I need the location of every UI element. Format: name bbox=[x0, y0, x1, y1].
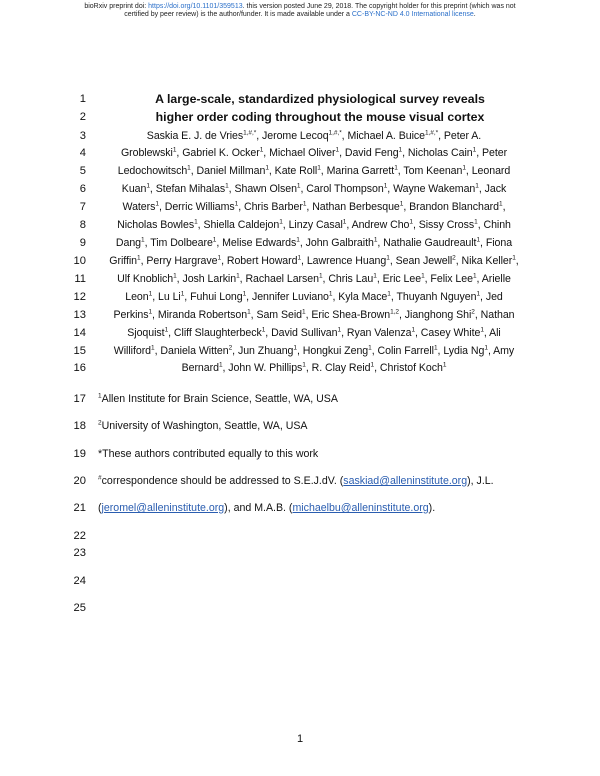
email-link[interactable]: jeromel@alleninstitute.org bbox=[101, 502, 225, 514]
author-name: , Hongkui Zeng bbox=[296, 345, 369, 357]
author-name: , Daniela Witten bbox=[154, 345, 229, 357]
author-name: , Nika Keller bbox=[455, 255, 513, 267]
author-affiliation-marker: 1 bbox=[472, 272, 477, 280]
author-affiliation-marker: 1 bbox=[474, 218, 478, 226]
author-affiliation-marker: 1 bbox=[398, 146, 403, 154]
header-line-2 bbox=[0, 11, 600, 19]
author-line bbox=[98, 361, 530, 375]
line-number: 19 bbox=[73, 448, 86, 460]
author-name: , Sean Jewell bbox=[389, 255, 453, 267]
line-number: 24 bbox=[73, 575, 86, 587]
title-line-1: A large-scale, standardized physiological survey reveals bbox=[155, 92, 485, 106]
author-line bbox=[98, 290, 530, 304]
author-affiliation-marker: 1 bbox=[373, 236, 378, 244]
author-name: , Felix Lee bbox=[424, 273, 473, 285]
author-name: Groblewski bbox=[120, 147, 173, 159]
author-line bbox=[98, 308, 530, 322]
author-line bbox=[98, 146, 530, 160]
line-number: 21 bbox=[73, 502, 86, 514]
author-name: , Linzy Casal bbox=[282, 219, 343, 231]
author-name: , Leonard bbox=[465, 165, 511, 177]
line-number: 25 bbox=[73, 602, 86, 614]
author-name: , Jun Zhuang bbox=[232, 345, 294, 357]
author-affiliation-marker: 1 bbox=[512, 254, 516, 262]
author-name: , Ali bbox=[483, 327, 501, 339]
author-affiliation-marker: 1 bbox=[297, 254, 302, 262]
author-affiliation-marker: 1 bbox=[151, 344, 155, 352]
line-number: 18 bbox=[73, 420, 86, 432]
author-name: , Sissy Cross bbox=[412, 219, 475, 231]
author-affiliation-marker: 1 bbox=[433, 344, 438, 352]
author-affiliation-marker: 1 bbox=[421, 272, 425, 280]
author-line bbox=[98, 200, 530, 214]
author-affiliation-marker: 1 bbox=[498, 200, 503, 208]
author-affiliation-marker: 1 bbox=[480, 326, 484, 334]
header-line2-suffix: . bbox=[473, 11, 476, 19]
author-name: , Amy bbox=[487, 345, 515, 357]
author-name: Nicholas Bowles bbox=[117, 219, 195, 231]
author-name: Waters bbox=[122, 201, 156, 213]
author-line bbox=[98, 272, 530, 286]
author-name: , Jerome Lecoq bbox=[256, 130, 329, 142]
author-name: , Rachael Larsen bbox=[239, 273, 319, 285]
line-number: 14 bbox=[73, 327, 86, 339]
author-line bbox=[98, 236, 530, 250]
author-name: , Nicholas Cain bbox=[402, 147, 473, 159]
author-affiliation-marker: 1 bbox=[236, 272, 240, 280]
author-name: , Christof Koch bbox=[374, 362, 443, 374]
author-affiliation-marker: 1 bbox=[164, 326, 169, 334]
author-affiliation-marker: 1 bbox=[476, 236, 481, 244]
author-name: , Nathan bbox=[474, 309, 515, 321]
author-name: , Cliff Slaughterbeck bbox=[168, 327, 262, 339]
author-line bbox=[98, 254, 530, 268]
header-line-1 bbox=[0, 3, 600, 11]
line-number: 11 bbox=[74, 273, 86, 285]
author-name: Griffin bbox=[109, 255, 137, 267]
author-affiliation-marker: 1 bbox=[146, 182, 150, 190]
author-name: , Nathalie Gaudreault bbox=[377, 237, 477, 249]
author-affiliation-marker: 1 bbox=[279, 218, 283, 226]
preprint-header bbox=[0, 3, 600, 19]
author-affiliation-marker: 1 bbox=[187, 164, 191, 172]
author-affiliation-marker: 1 bbox=[328, 290, 333, 298]
author-name: , Kyla Mace bbox=[332, 291, 388, 303]
author-affiliation-marker: 1 bbox=[225, 182, 229, 190]
line-number: 3 bbox=[79, 130, 86, 142]
author-affiliation-marker: 1 bbox=[194, 218, 198, 226]
correspondence-marker: # bbox=[98, 474, 102, 482]
author-name: , Kate Roll bbox=[268, 165, 318, 177]
author-name: Sjoquist bbox=[127, 327, 165, 339]
correspondence-line-2 bbox=[98, 501, 435, 515]
author-name: , Nathan Berbesque bbox=[306, 201, 400, 213]
author-name: , Shiella Caldejon bbox=[197, 219, 280, 231]
author-affiliation-marker: 1 bbox=[242, 290, 247, 298]
author-affiliation-marker: 1 bbox=[475, 182, 479, 190]
line-number: 16 bbox=[73, 362, 86, 374]
author-affiliation-marker: 1 bbox=[383, 182, 388, 190]
line-number: 23 bbox=[73, 547, 86, 559]
author-affiliation-marker: 1 bbox=[137, 254, 141, 262]
author-line bbox=[98, 129, 530, 143]
author-affiliation-marker: 1,#,* bbox=[243, 129, 257, 137]
author-name: , Shawn Olsen bbox=[228, 183, 297, 195]
author-name: , Melise Edwards bbox=[216, 237, 297, 249]
author-affiliation-marker: 1 bbox=[148, 308, 153, 316]
author-name: , Brandon Blanchard bbox=[403, 201, 499, 213]
author-name: , Jianghong Shi bbox=[398, 309, 472, 321]
author-line bbox=[98, 218, 530, 232]
affiliation-marker: 2 bbox=[98, 419, 102, 427]
affiliation-1 bbox=[98, 392, 338, 406]
author-name: , Andrew Cho bbox=[346, 219, 410, 231]
author-name: , Eric Shea-Brown bbox=[305, 309, 391, 321]
line-number: 9 bbox=[79, 237, 86, 249]
license-link[interactable]: CC-BY-NC-ND 4.0 International license bbox=[351, 11, 474, 19]
correspondence-line-1 bbox=[98, 474, 494, 488]
author-name: , John Galbraith bbox=[299, 237, 374, 249]
author-name: , Chris Lau bbox=[322, 273, 374, 285]
author-name: , R. Clay Reid bbox=[305, 362, 371, 374]
author-name: , Michael Oliver bbox=[263, 147, 336, 159]
author-name: , David Feng bbox=[339, 147, 399, 159]
title-line-2: higher order coding throughout the mouse visual cortex bbox=[155, 110, 485, 124]
author-name: , Jennifer Luviano bbox=[246, 291, 329, 303]
author-affiliation-marker: 1 bbox=[293, 344, 297, 352]
author-affiliation-marker: 1 bbox=[173, 272, 177, 280]
author-affiliation-marker: 1 bbox=[259, 146, 264, 154]
author-name: , Arielle bbox=[476, 273, 511, 285]
author-affiliation-marker: 1 bbox=[411, 326, 416, 334]
author-name: , Ryan Valenza bbox=[341, 327, 412, 339]
author-affiliation-marker: 1 bbox=[370, 361, 375, 369]
author-name: , Carol Thompson bbox=[300, 183, 384, 195]
line-number: 12 bbox=[73, 291, 86, 303]
author-affiliation-marker: 1 bbox=[247, 308, 251, 316]
author-affiliation-marker: 1 bbox=[472, 146, 477, 154]
line-number: 5 bbox=[79, 165, 86, 177]
author-name: , Tim Dolbeare bbox=[144, 237, 213, 249]
affiliation-marker: 1 bbox=[98, 392, 102, 400]
line-number: 22 bbox=[73, 530, 86, 542]
author-name: , Jack bbox=[478, 183, 507, 195]
author-name: , Marina Garrett bbox=[320, 165, 395, 177]
author-name: Kuan bbox=[121, 183, 147, 195]
author-line bbox=[98, 164, 530, 178]
line-number: 6 bbox=[79, 183, 86, 195]
author-name: , Thuyanh Nguyen bbox=[390, 291, 477, 303]
author-affiliation-marker: 1 bbox=[462, 164, 466, 172]
author-affiliation-marker: 2 bbox=[471, 308, 475, 316]
author-name: , Sam Seid bbox=[250, 309, 302, 321]
author-affiliation-marker: 1 bbox=[234, 200, 239, 208]
page-number: 1 bbox=[296, 733, 304, 745]
author-name: , Derric Williams bbox=[158, 201, 235, 213]
author-affiliation-marker: 1 bbox=[368, 344, 372, 352]
affiliation-text: University of Washington, Seattle, WA, USA bbox=[101, 420, 308, 432]
line-number: 20 bbox=[73, 475, 86, 487]
line-number: 1 bbox=[79, 93, 86, 105]
author-name: , Jed bbox=[480, 291, 503, 303]
author-name: , David Sullivan bbox=[265, 327, 338, 339]
author-name: , Fuhui Long bbox=[184, 291, 243, 303]
author-affiliation-marker: 1 bbox=[302, 361, 306, 369]
author-affiliation-marker: 1,#,* bbox=[424, 129, 439, 137]
author-affiliation-marker: 1 bbox=[265, 164, 269, 172]
author-name: , Josh Larkin bbox=[176, 273, 237, 285]
author-name: , Stefan Mihalas bbox=[149, 183, 226, 195]
author-line bbox=[98, 344, 530, 358]
author-name: , Chris Barber bbox=[238, 201, 303, 213]
author-affiliation-marker: 1,#,* bbox=[328, 129, 342, 137]
correspondence-text: ), J.L. bbox=[467, 475, 494, 487]
line-number: 7 bbox=[79, 201, 86, 213]
author-affiliation-marker: 1 bbox=[318, 272, 323, 280]
doi-link[interactable]: https://doi.org/10.1101/359513 bbox=[148, 3, 243, 10]
author-affiliation-marker: 1 bbox=[141, 236, 145, 244]
line-number: 2 bbox=[79, 111, 86, 123]
author-affiliation-marker: 1,2 bbox=[390, 308, 399, 316]
author-affiliation-marker: 1 bbox=[409, 218, 413, 226]
author-name: Leon bbox=[125, 291, 149, 303]
line-number: 13 bbox=[73, 309, 86, 321]
author-name: Ledochowitsch bbox=[117, 165, 188, 177]
equal-contribution-note: *These authors contributed equally to this work bbox=[98, 448, 319, 460]
author-name: , bbox=[502, 201, 506, 213]
author-name: , Miranda Robertson bbox=[152, 309, 248, 321]
header-suffix: . this version posted June 29, 2018. The copyright holder for this preprint (which was not bbox=[242, 3, 516, 10]
author-name: , Colin Farrell bbox=[371, 345, 434, 357]
author-name: , Casey White bbox=[415, 327, 481, 339]
line-number: 4 bbox=[79, 147, 86, 159]
line-number: 17 bbox=[73, 393, 86, 405]
author-affiliation-marker: 1 bbox=[217, 254, 222, 262]
author-name: , Michael A. Buice bbox=[341, 130, 425, 142]
correspondence-text: ). bbox=[428, 502, 436, 514]
author-affiliation-marker: 2 bbox=[228, 344, 233, 352]
author-name: Williford bbox=[113, 345, 152, 357]
author-affiliation-marker: 1 bbox=[296, 236, 300, 244]
header-line2-prefix: certified by peer review) is the author/funder. It is made available under a bbox=[124, 11, 352, 19]
author-affiliation-marker: 1 bbox=[296, 182, 301, 190]
line-number: 15 bbox=[73, 345, 86, 357]
author-name: , Perry Hargrave bbox=[140, 255, 218, 267]
author-affiliation-marker: 1 bbox=[180, 290, 185, 298]
correspondence-text: ), and M.A.B. ( bbox=[224, 502, 293, 514]
header-prefix: bioRxiv preprint doi: bbox=[84, 3, 149, 10]
author-affiliation-marker: 1 bbox=[484, 344, 488, 352]
author-name: , Lawrence Huang bbox=[301, 255, 387, 267]
author-affiliation-marker: 1 bbox=[476, 290, 481, 298]
email-link[interactable]: saskiad@alleninstitute.org bbox=[343, 475, 468, 487]
author-line bbox=[98, 182, 530, 196]
author-name: Dang bbox=[115, 237, 142, 249]
author-name: , John W. Phillips bbox=[222, 362, 303, 374]
author-affiliation-marker: 1 bbox=[155, 200, 159, 208]
author-name: Saskia E. J. de Vries bbox=[146, 130, 244, 142]
author-affiliation-marker: 1 bbox=[172, 146, 177, 154]
author-name: , Eric Lee bbox=[376, 273, 422, 285]
author-affiliation-marker: 2 bbox=[452, 254, 456, 262]
author-name: , Robert Howard bbox=[221, 255, 298, 267]
author-name: , bbox=[515, 255, 519, 267]
author-affiliation-marker: 1 bbox=[148, 290, 153, 298]
author-affiliation-marker: 1 bbox=[394, 164, 398, 172]
author-name: , Fiona bbox=[480, 237, 513, 249]
author-affiliation-marker: 1 bbox=[302, 200, 307, 208]
affiliation-text: Allen Institute for Brain Science, Seattle, WA, USA bbox=[101, 393, 338, 405]
line-number: 10 bbox=[73, 255, 86, 267]
author-name: Perkins bbox=[113, 309, 149, 321]
author-affiliation-marker: 1 bbox=[373, 272, 377, 280]
author-name: , Chinh bbox=[477, 219, 511, 231]
author-affiliation-marker: 1 bbox=[386, 254, 390, 262]
author-name: , Peter A. bbox=[438, 130, 482, 142]
author-affiliation-marker: 1 bbox=[337, 326, 342, 334]
author-affiliation-marker: 1 bbox=[317, 164, 321, 172]
author-affiliation-marker: 1 bbox=[261, 326, 266, 334]
author-name: , Lydia Ng bbox=[437, 345, 485, 357]
author-affiliation-marker: 1 bbox=[342, 218, 347, 226]
author-name: Ulf Knoblich bbox=[117, 273, 174, 285]
author-affiliation-marker: 1 bbox=[387, 290, 391, 298]
author-affiliation-marker: 1 bbox=[335, 146, 340, 154]
author-name: , Lu Li bbox=[152, 291, 181, 303]
author-name: , Wayne Wakeman bbox=[387, 183, 476, 195]
author-name: Bernard bbox=[181, 362, 219, 374]
correspondence-text: correspondence should be addressed to S.E.J.dV. ( bbox=[101, 475, 344, 487]
author-name: , Daniel Millman bbox=[190, 165, 266, 177]
author-name: , Tom Keenan bbox=[397, 165, 463, 177]
author-affiliation-marker: 1 bbox=[212, 236, 217, 244]
author-affiliation-marker: 1 bbox=[442, 361, 447, 369]
line-number: 8 bbox=[79, 219, 86, 231]
author-affiliation-marker: 1 bbox=[218, 361, 223, 369]
author-name: , Gabriel K. Ocker bbox=[176, 147, 260, 159]
affiliation-2 bbox=[98, 419, 308, 433]
author-line bbox=[98, 326, 530, 340]
author-affiliation-marker: 1 bbox=[301, 308, 306, 316]
author-affiliation-marker: 1 bbox=[399, 200, 404, 208]
author-name: , Peter bbox=[476, 147, 508, 159]
correspondence-text: ( bbox=[98, 502, 102, 514]
email-link[interactable]: michaelbu@alleninstitute.org bbox=[292, 502, 429, 514]
